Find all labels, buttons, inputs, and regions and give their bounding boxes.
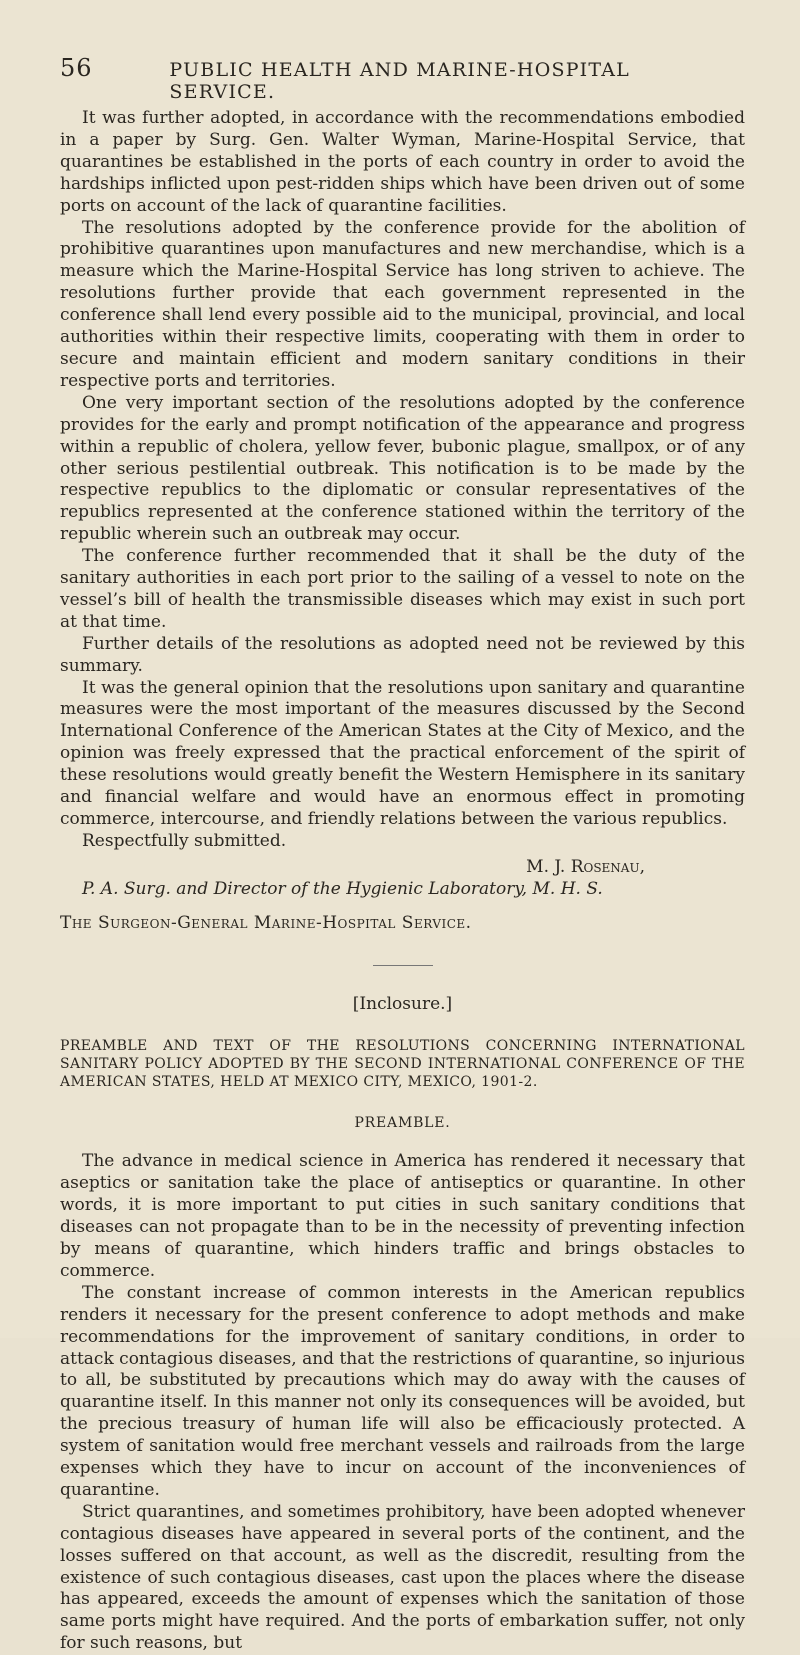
paragraph: The conference further recommended that it shall be the duty of the sanitary authorities in each port prior to the sailing of a vessel to note on the vessel’s bill of health the transmissible diseases which may exist in such port at that time. [60, 546, 745, 632]
body-text [60, 108, 745, 1655]
paragraph: The constant increase of common interests in the American republics renders it necessary for the present conference to adopt methods and make recommendations for the improvement of sanitary conditions, in order to attack contagious diseases, and that the restrictions of quarantine, so injurious to all, be substituted by precautions which may do away with the causes of quarantine itself. In this manner not only its consequences will be avoided, but the precious treasury of human life will also be efficaciously protected. A system of sanitation would free merchant vessels and railroads from the large expenses which they have to incur on account of the inconveniences of quarantine. [60, 1282, 745, 1500]
page-number: 56 [60, 54, 93, 82]
signature-title: P. A. Surg. and Director of the Hygienic Laboratory, M. H. S. [82, 878, 603, 899]
paragraph: It was further adopted, in accordance with the recommendations embodied in a paper by Surg. Gen. Walter Wyman, Marine-Hospital Service, that quarantines be established in the ports of each country in order to avoid the hardships inflicted upon pest-ridden ships which have been driven out of some ports on account of the lack of quarantine facilities. [60, 108, 745, 216]
preamble-heading: PREAMBLE. [354, 1115, 451, 1132]
signature-name: M. J. Rosenau, [526, 856, 645, 877]
running-title: PUBLIC HEALTH AND MARINE-HOSPITAL SERVICE. [169, 59, 630, 103]
paragraph: Further details of the resolutions as adopted need not be reviewed by this summary. [60, 633, 745, 676]
resolutions-caption: PREAMBLE AND TEXT OF THE RESOLUTIONS CONCERNING INTERNATIONAL SANITARY POLICY ADOPTED BY THE SECOND INTERNATIONAL CONFERENCE OF THE AMERICAN STATES, HELD AT MEXICO CITY, MEXICO, 1901-2. [60, 1038, 745, 1091]
paragraph: Strict quarantines, and sometimes prohibitory, have been adopted whenever contagious diseases have appeared in several ports of the continent, and the losses suffered on that account, as well as the discredit, resulting from the existence of such contagious diseases, cast upon the places where the disease has appeared, exceeds the amount of expenses which the sanitation of those same ports might have required. And the ports of embarkation suffer, not only for such reasons, but [60, 1501, 745, 1654]
paragraph: The advance in medical science in America has rendered it necessary that aseptics or sanitation take the place of antiseptics or quarantine. In other words, it is more important to put cities in such sanitary conditions that diseases can not propagate than to be in the necessity of preventing infection by means of quarantine, which hinders traffic and brings obstacles to commerce. [60, 1151, 745, 1281]
inclosure-label: [Inclosure.] [352, 993, 453, 1014]
section-divider [373, 965, 433, 966]
paragraph: It was the general opinion that the resolutions upon sanitary and quarantine measures were the most important of the measures discussed by the Second International Conference of the American States at the City of Mexico, and the opinion was freely expressed that the practical enforcement of the spirit of these resolutions would greatly benefit the Western Hemisphere in its sanitary and financial welfare and would have an enormous effect in promoting commerce, intercourse, and friendly relations between the various republics. [60, 677, 745, 829]
paragraph: Respectfully submitted. [82, 830, 287, 851]
addressee: The Surgeon-General Marine-Hospital Service. [60, 912, 472, 933]
running-header [60, 54, 740, 103]
paragraph: The resolutions adopted by the conference provide for the abolition of prohibitive quarantines upon manufactures and new merchandise, which is a measure which the Marine-Hospital Service has long striven to achieve. The resolutions further provide that each government represented in the conference shall lend every possible aid to the municipal, provincial, and local authorities within their respective limits, cooperating with them in order to secure and maintain efficient and modern sanitary conditions in their respective ports and territories. [60, 217, 745, 391]
paragraph: One very important section of the resolutions adopted by the conference provides for the early and prompt notification of the appearance and progress within a republic of cholera, yellow fever, bubonic plague, smallpox, or of any other serious pestilential outbreak. This notification is to be made by the respective republics to the diplomatic or consular representatives of the republics represented at the conference stationed within the territory of the republic wherein such an outbreak may occur. [60, 392, 745, 545]
